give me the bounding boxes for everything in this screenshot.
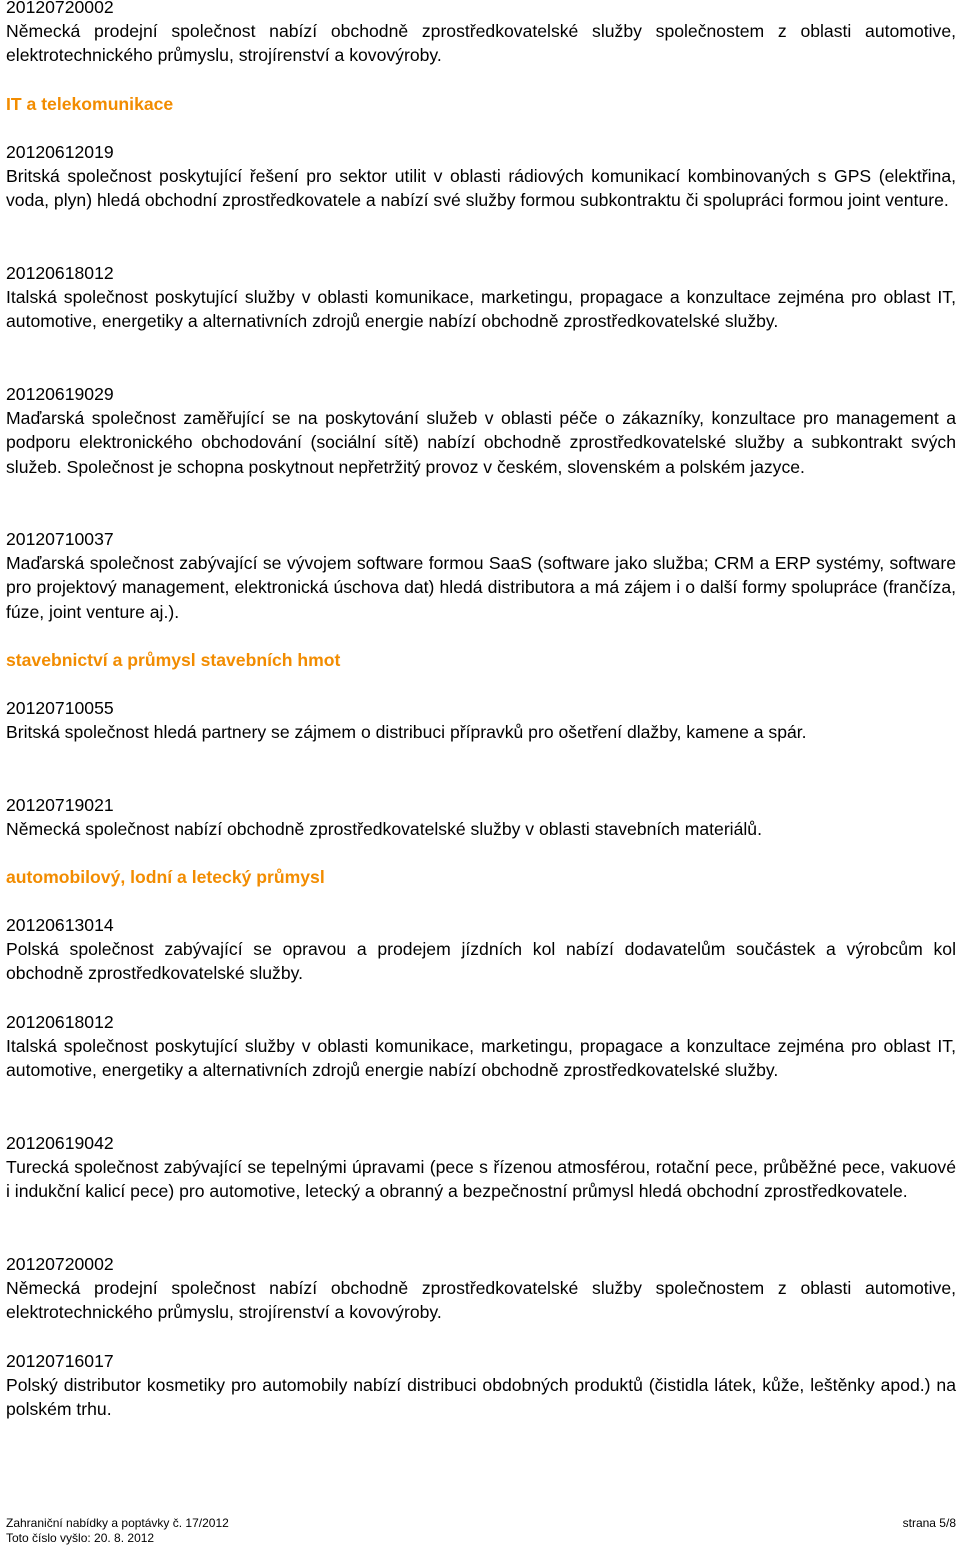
- entry: [6, 696, 956, 744]
- entry-text: Německá společnost nabízí obchodně zprostředkovatelské služby v oblasti stavebních materiálů.: [6, 819, 762, 840]
- footer-issued: Toto číslo vyšlo: 20. 8. 2012: [6, 1531, 155, 1545]
- entry: [6, 1131, 956, 1204]
- entry-code: 20120618012: [6, 1012, 114, 1032]
- entry-text: Maďarská společnost zaměřující se na poskytování služeb v oblasti péče o zákazníky, konzultace pro management a podporu elektronického obchodování (sociální sítě) nabízí obchodně zprostředkovatelské služby a subkontrakt svých služeb. Společnost je schopna poskytnout nepřetržitý provoz v českém, slovenském a polském jazyce.: [6, 408, 956, 477]
- entry-code: 20120719021: [6, 795, 114, 815]
- entry: [6, 913, 956, 986]
- entry-text: Polský distributor kosmetiky pro automobily nabízí distribuci obdobných produktů (čistidla látek, kůže, leštěnky apod.) na polském trhu.: [6, 1375, 956, 1420]
- entry: [6, 527, 956, 624]
- section-heading-construction: stavebnictví a průmysl stavebních hmot: [6, 650, 341, 670]
- entry: [6, 793, 956, 841]
- entry-code: 20120710055: [6, 698, 114, 718]
- entry-code: 20120612019: [6, 142, 114, 162]
- entry-text: Britská společnost hledá partnery se zájmem o distribuci přípravků pro ošetření dlažby, kamene a spár.: [6, 722, 807, 743]
- entry: [6, 0, 956, 68]
- footer-page-number: strana 5/8: [902, 1516, 956, 1530]
- entry-code: 20120618012: [6, 263, 114, 283]
- entry: [6, 1252, 956, 1325]
- entry-code: 20120720002: [6, 0, 114, 17]
- entry-code: 20120720002: [6, 1254, 114, 1274]
- entry-text: Německá prodejní společnost nabízí obchodně zprostředkovatelské služby společnostem z oblasti automotive, elektrotechnického průmyslu, strojírenství a kovovýroby.: [6, 21, 956, 66]
- entry-text: Britská společnost poskytující řešení pro sektor utilit v oblasti rádiových komunikací kombinovaných s GPS (elektřina, voda, plyn) hledá obchodní zprostředkovatele a nabízí své služby formou subkontraktu či spolupráci formou joint venture.: [6, 166, 956, 211]
- entry-code: 20120613014: [6, 915, 114, 935]
- entry: [6, 1349, 956, 1422]
- entry-code: 20120619029: [6, 384, 114, 404]
- entry: [6, 1010, 956, 1083]
- section-heading-automotive: automobilový, lodní a letecký průmysl: [6, 867, 325, 887]
- entry-text: Italská společnost poskytující služby v oblasti komunikace, marketingu, propagace a konzultace zejména pro oblast IT, automotive, energetiky a alternativních zdrojů energie nabízí obchodně zprostředkovatelské služby.: [6, 1036, 956, 1081]
- entry-text: Německá prodejní společnost nabízí obchodně zprostředkovatelské služby společnostem z oblasti automotive, elektrotechnického průmyslu, strojírenství a kovovýroby.: [6, 1278, 956, 1323]
- entry-code: 20120716017: [6, 1351, 114, 1371]
- footer-publication: Zahraniční nabídky a poptávky č. 17/2012: [6, 1516, 229, 1530]
- entry-text: Italská společnost poskytující služby v oblasti komunikace, marketingu, propagace a konzultace zejména pro oblast IT, automotive, energetiky a alternativních zdrojů energie nabízí obchodně zprostředkovatelské služby.: [6, 287, 956, 332]
- entry: [6, 261, 956, 334]
- entry-text: Maďarská společnost zabývající se vývojem software formou SaaS (software jako služba; CRM a ERP systémy, software pro projektový management, elektronická úschova dat) hledá distributora a má zájem i o další formy spolupráce (frančíza, fúze, joint venture aj.).: [6, 553, 956, 622]
- entry-code: 20120710037: [6, 529, 114, 549]
- entry-code: 20120619042: [6, 1133, 114, 1153]
- entry: [6, 382, 956, 479]
- entry-text: Polská společnost zabývající se opravou a prodejem jízdních kol nabízí dodavatelům součástek a výrobcům kol obchodně zprostředkovatelské služby.: [6, 939, 956, 984]
- entry: [6, 140, 956, 213]
- section-heading-it: IT a telekomunikace: [6, 94, 174, 114]
- entry-text: Turecká společnost zabývající se tepelnými úpravami (pece s řízenou atmosférou, rotační pece, průběžné pece, vakuové i indukční kalicí pece) pro automotive, letecký a obranný a bezpečnostní průmysl hledá obchodní zprostředkovatele.: [6, 1157, 956, 1202]
